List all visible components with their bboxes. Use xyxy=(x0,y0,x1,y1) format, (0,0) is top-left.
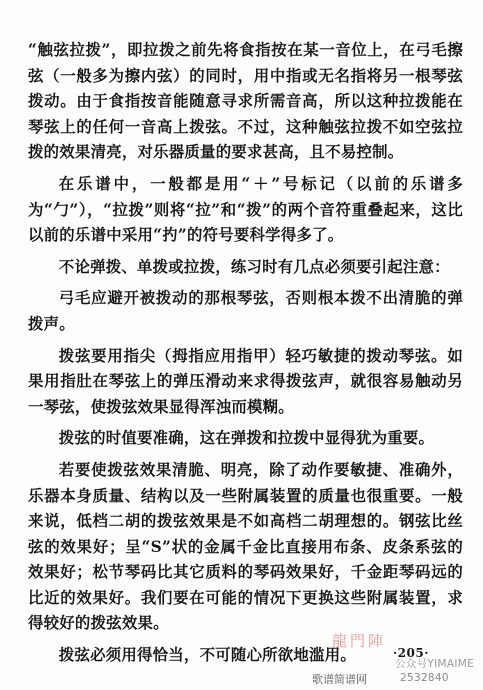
paragraph-7: 若要使拨弦效果清脆、明亮，除了动作要敏捷、准确外，乐器本身质量、结构以及一些附属装置的质量也很重要。一般来说，低档二胡的拨弦效果是不如高档二胡理想的。钢弦比丝弦的效果好；呈“S”状的金属千金比直接用布条、皮条系弦的效果好；松节琴码比其它质料的琴码效果好，千金距琴码远的比近的效果好。我们要在可能的情况下更换这些附属装置，求得较好的拨弦效果。 xyxy=(28,460,463,633)
footer-id: 2532840 xyxy=(400,672,449,684)
watermark-logo: 龍門陣 xyxy=(332,632,387,650)
paragraph-6: 拨弦的时值要准确，这在弹拨和拉拨中显得犹为重要。 xyxy=(58,429,435,448)
paragraph-3: 不论弹拨、单拨或拉拨，练习时有几点必须要引起注意： xyxy=(58,257,450,276)
paragraph-5: 拨弦要用指尖（拇指应用指甲）轻巧敏捷的拨动琴弦。如果用指肚在琴弦上的弹压滑动来求得拨弦声，就很容易触动另一琴弦，使拨弦效果显得浑浊而模糊。 xyxy=(28,346,463,416)
footer-site-name: 歌谱简谱网 xyxy=(312,673,367,686)
page-number: ·205· xyxy=(393,646,429,660)
watermark-site-text: 公众号YIMAIME xyxy=(395,658,475,670)
paragraph-2: 在乐谱中，一般都是用“＋”号标记（以前的乐谱多为“勹”），“拉拨”则将“拉”和“拨”的两个音符重叠起来，这比以前的乐谱中采用“扚”的符号要科学得多了。 xyxy=(28,174,463,245)
paragraph-4: 弓毛应避开被拨动的那根琴弦，否则根本拨不出清脆的弹拨声。 xyxy=(28,289,463,333)
paragraph-8: 拨弦必须用得恰当，不可随心所欲地滥用。 xyxy=(58,646,356,665)
paragraph-1: “触弦拉拨”，即拉拨之前先将食指按在某一音位上，在弓毛擦弦（一般多为擦内弦）的同时，用中指或无名指将另一根琴弦拨动。由于食指按音能随意寻求所需音高，所以这种拉拨能在琴弦上的任何一音高上拨弦。不过，这种触弦拉拨不如空弦拉拨的效果清亮，对乐器质量的要求甚高，且不易控制。 xyxy=(28,41,463,162)
